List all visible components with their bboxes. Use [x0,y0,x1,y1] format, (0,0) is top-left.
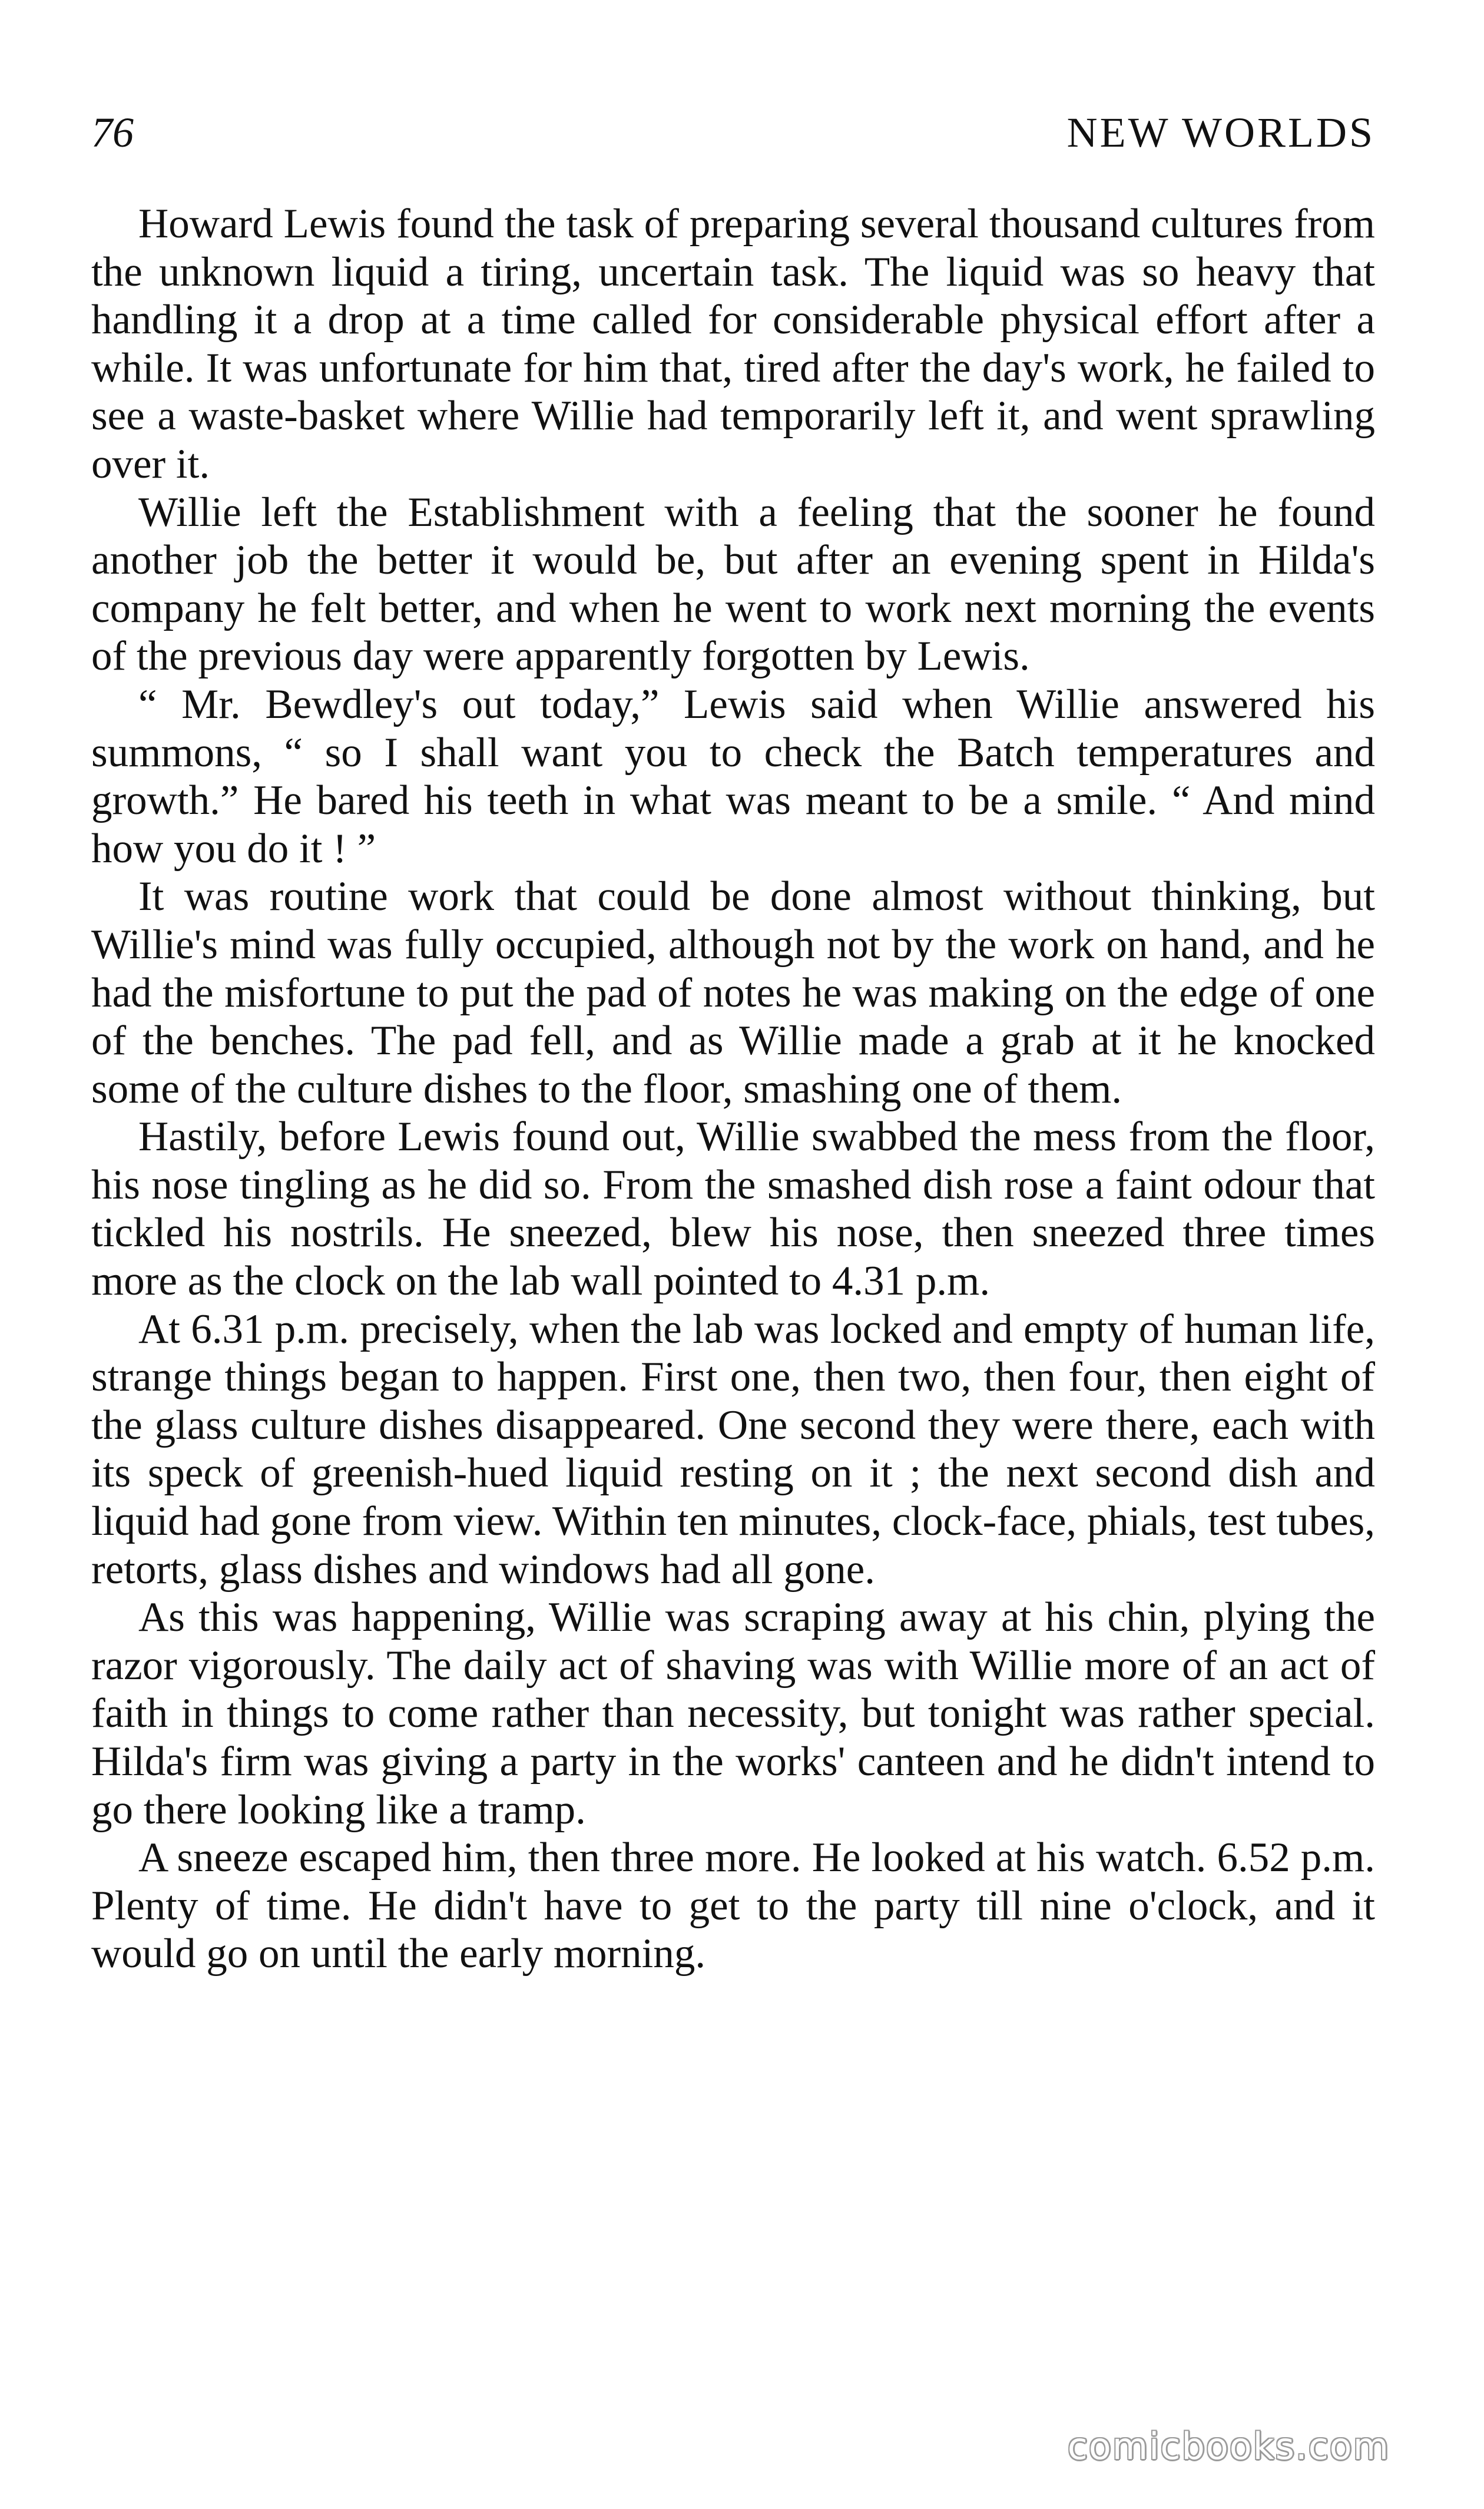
paragraph: At 6.31 p.m. precisely, when the lab was locked and empty of human life, strange things began to happen. First one, then two, then four, then eight of the glass culture dishes disappeared. One second they were there, each with its speck of greenish-hued liquid resting on it ; the next second dish and liquid had gone from view. Within ten minutes, clock-face, phials, test tubes, retorts, glass dishes and windows had all gone. [91,1306,1375,1593]
paragraph: As this was happening, Willie was scraping away at his chin, plying the razor vigorously. The daily act of shaving was with Willie more of an act of faith in things to come rather than necessity, but tonight was rather special. Hilda's firm was giving a party in the works' canteen and he didn't intend to go there looking like a tramp. [91,1594,1375,1833]
paragraph: Hastily, before Lewis found out, Willie swabbed the mess from the floor, his nose tingling as he did so. From the smashed dish rose a faint odour that tickled his nostrils. He sneezed, blew his nose, then sneezed three times more as the clock on the lab wall pointed to 4.31 p.m. [91,1114,1375,1305]
paragraph: “ Mr. Bewdley's out today,” Lewis said when Willie answered his summons, “ so I shall want you to check the Batch temperatures and growth.” He bared his teeth in what was meant to be a smile. “ And mind how you do it ! ” [91,681,1375,872]
paragraph: A sneeze escaped him, then three more. He looked at his watch. 6.52 p.m. Plenty of time. He didn't have to get to the party till nine o'clock, and it would go on until the early morning. [91,1835,1375,1977]
story-body [91,200,1375,1978]
page-header [91,100,1375,165]
page-number: 76 [91,109,134,156]
paragraph: Howard Lewis found the task of preparing several thousand cultures from the unknown liquid a tiring, uncertain task. The liquid was so heavy that handling it a drop at a time called for considerable physical effort after a while. It was unfortunate for him that, tired after the day's work, he failed to see a waste-basket where Willie had temporarily left it, and went sprawling over it. [91,201,1375,487]
paragraph: It was routine work that could be done almost without thinking, but Willie's mind was fully occupied, although not by the work on hand, and he had the misfortune to put the pad of notes he was making on the edge of one of the benches. The pad fell, and as Willie made a grab at it he knocked some of the culture dishes to the floor, smashing one of them. [91,873,1375,1112]
watermark: comicbooks.com [1067,2425,1390,2468]
running-title: NEW WORLDS [1066,109,1375,156]
paragraph: Willie left the Establishment with a feeling that the sooner he found another job the better it would be, but after an evening spent in Hilda's company he felt better, and when he went to work next morning the events of the previous day were apparently forgotten by Lewis. [91,489,1375,680]
